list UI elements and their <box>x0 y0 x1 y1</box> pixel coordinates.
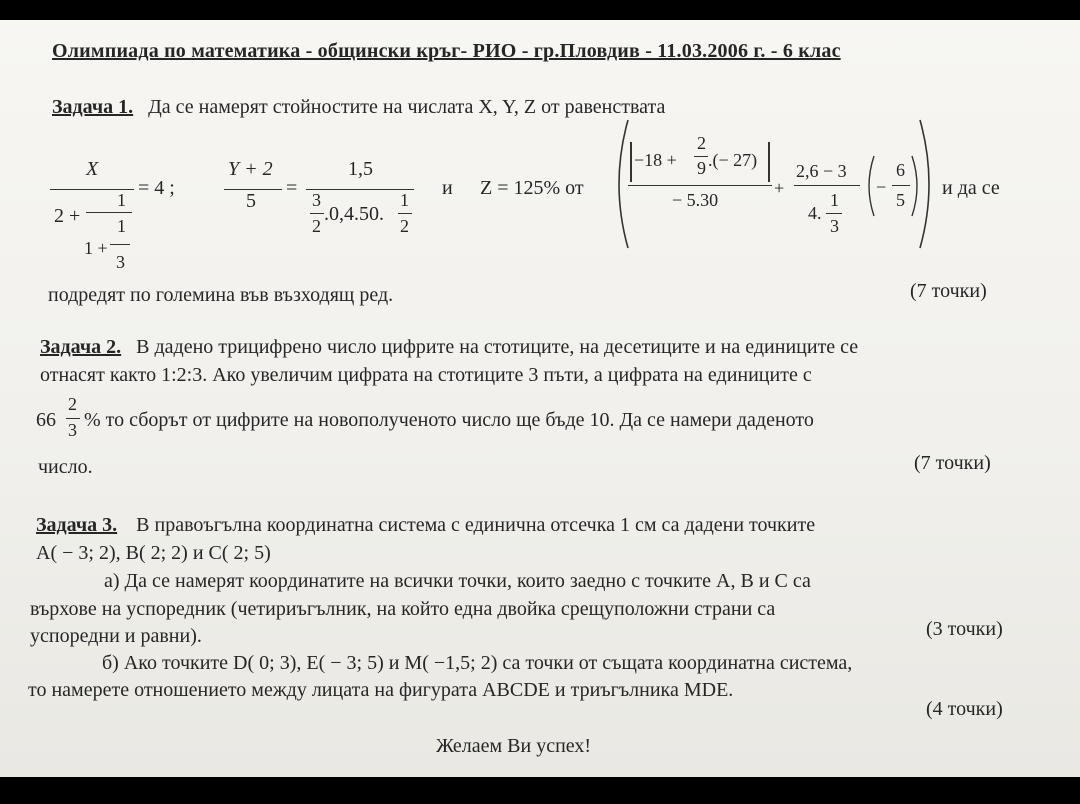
task3-line2: A( − 3; 2), B( 2; 2) и C( 2; 5) <box>36 542 271 564</box>
z-plus: + <box>774 178 785 198</box>
task3-a-points: (3 точки) <box>926 618 1003 640</box>
exam-sheet <box>0 20 1080 777</box>
abs-left-bar <box>630 142 632 182</box>
z-nine: 9 <box>697 158 706 178</box>
big-left-paren <box>608 118 632 250</box>
y-equals: = <box>286 177 298 199</box>
task3-label: Задача 3. <box>36 514 118 536</box>
z-six: 6 <box>896 160 905 180</box>
x-numerator: X <box>86 158 99 180</box>
task3-a-line1: а) Да се намерят координатите на всички точки, които заедно с точките A, B и C са <box>104 570 811 592</box>
y-den-three: 3 <box>312 190 321 210</box>
x-one-plus: 1 + <box>84 238 108 258</box>
y-denominator: 5 <box>246 190 256 212</box>
x-rhs: = 4 ; <box>138 177 175 199</box>
mixed-den: 3 <box>68 420 77 440</box>
big-right-paren <box>916 118 940 250</box>
z-three: 3 <box>830 216 839 236</box>
abs-right-bar <box>768 142 770 182</box>
task3-b-line1: б) Ако точките D( 0; 3), E( − 3; 5) и M( −1,5; 2) са точки от същата координатна система, <box>102 652 853 674</box>
task1-intro-line <box>52 96 665 119</box>
y-den-mid: .0,4.50. <box>324 203 384 225</box>
x-two-plus: 2 + <box>54 205 81 227</box>
and-word: и <box>442 177 453 199</box>
z-num2: 2,6 − 3 <box>796 161 847 181</box>
mixed-num: 2 <box>68 394 77 414</box>
z-den: − 5.30 <box>672 190 719 210</box>
task2-line3: % то сборът от цифрите на новополученото число ще бъде 10. Да се намери даденото <box>84 409 814 431</box>
z-four: 4. <box>808 203 822 223</box>
task2-line1: Задача 2. В дадено трицифрено число цифрите на стотиците, на десетиците и на единиците се <box>40 336 859 358</box>
task3-b-line2: то намерете отношението между лицата на фигурата ABCDE и триъгълника MDE. <box>28 679 734 701</box>
z-lhs: Z = 125% от <box>480 177 584 199</box>
exam-title: Олимпиада по математика - общински кръг- РИО - гр.Пловдив - 11.03.2006 г. - 6 клас <box>52 40 841 62</box>
z-abs-left: −18 + <box>634 150 677 170</box>
x-one-b: 1 <box>117 216 126 236</box>
z-minus27: .(− 27) <box>708 150 758 170</box>
task3-line1: Задача 3. В правоъгълна координатна система с единична отсечка 1 см са дадени точките <box>36 514 816 536</box>
task1-tail: и да се <box>942 177 1000 199</box>
y-right-num: 1,5 <box>348 158 373 180</box>
task2-line2: отнасят както 1:2:3. Ако увеличим цифрата на стотиците 3 пъти, а цифрата на единиците с <box>40 364 812 386</box>
task1-intro: Да се намерят стойностите на числата X, Y, Z от равенствата <box>148 96 666 118</box>
y-den-two-b: 2 <box>400 216 409 236</box>
closing-wish: Желаем Ви успех! <box>436 735 592 757</box>
z-five: 5 <box>896 190 905 210</box>
task1-label: Задача 1. <box>52 96 134 118</box>
y-numerator: Y + 2 <box>228 158 273 180</box>
task2-label: Задача 2. <box>40 336 122 358</box>
task3-b-points: (4 точки) <box>926 698 1003 720</box>
z-neg: − <box>876 177 887 197</box>
x-three: 3 <box>116 252 125 272</box>
task1-cont: подредят по големина във възходящ ред. <box>48 284 394 306</box>
task2-points: (7 точки) <box>914 452 991 474</box>
small-left-paren <box>862 154 876 218</box>
y-den-two: 2 <box>312 216 321 236</box>
z-one: 1 <box>830 190 839 210</box>
task2-line4: число. <box>38 456 93 478</box>
task3-a-line2: върхове на успоредник (четириъгълник, на който една двойка срещуположни страни са <box>30 598 776 620</box>
x-one-a: 1 <box>117 190 126 210</box>
z-two: 2 <box>697 133 706 153</box>
task3-a-line3: успоредни и равни). <box>30 625 202 647</box>
y-den-one: 1 <box>400 190 409 210</box>
mixed-whole: 66 <box>36 409 56 431</box>
task1-points: (7 точки) <box>910 280 987 302</box>
